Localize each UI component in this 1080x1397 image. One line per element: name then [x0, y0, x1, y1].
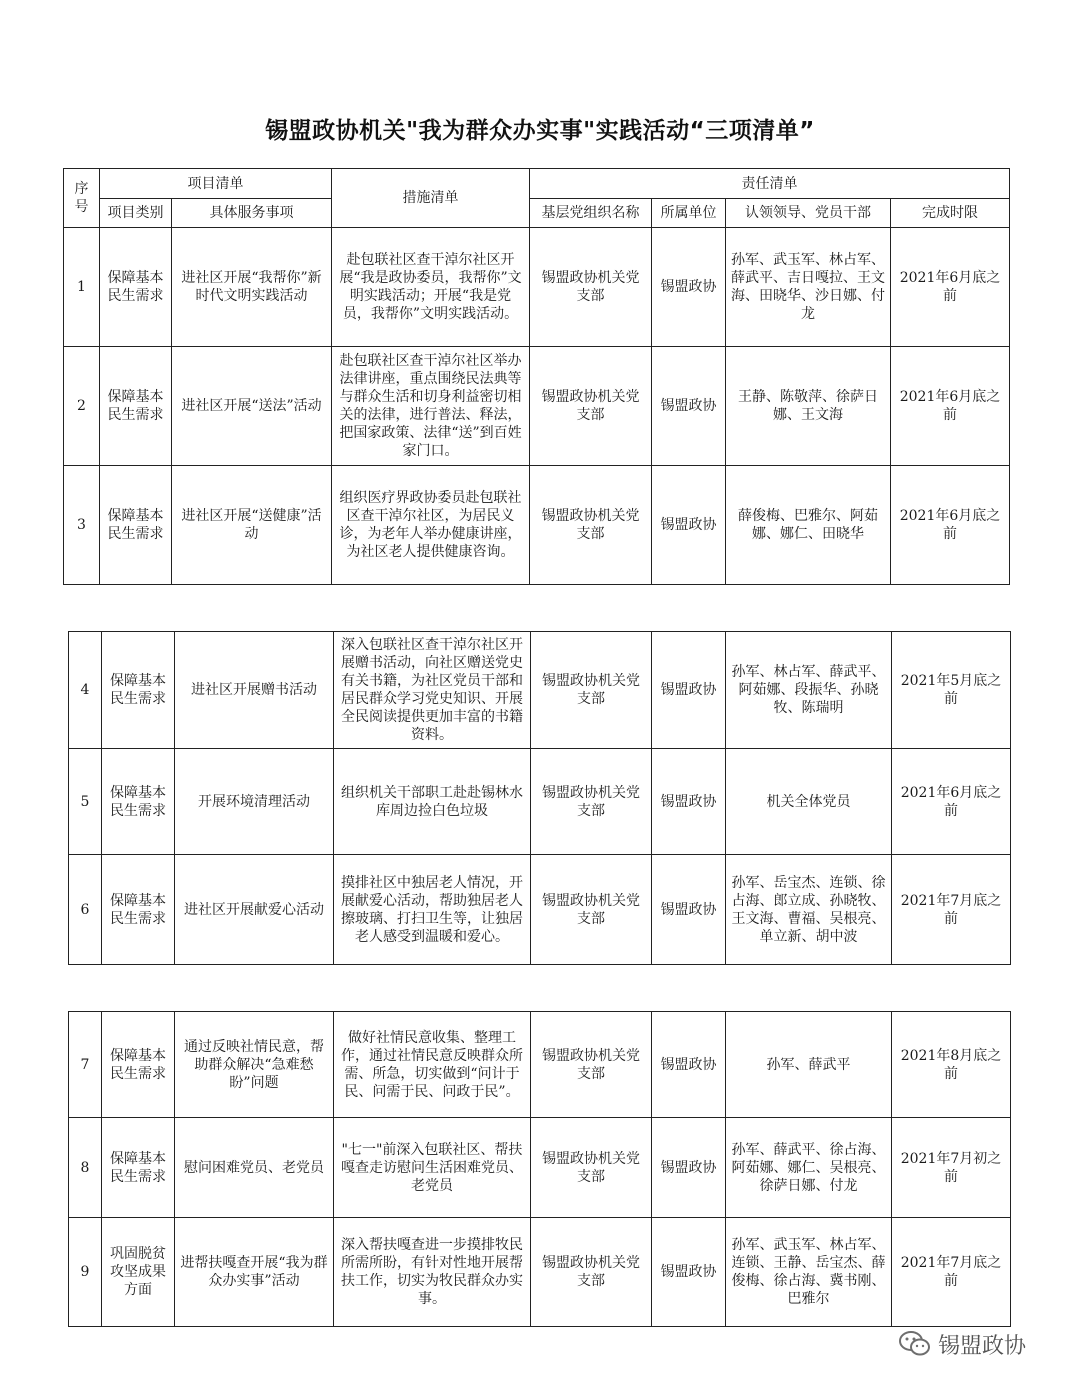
row-deadline: 2021年6月底之前 — [891, 228, 1010, 347]
header-service: 具体服务事项 — [172, 199, 332, 228]
row-party-org: 锡盟政协机关党支部 — [531, 855, 652, 965]
row-deadline: 2021年6月底之前 — [892, 749, 1011, 855]
row-measures: 深入帮扶嘎查进一步摸排牧民所需所盼，有针对性地开展帮扶工作，切实为牧民群众办实事。 — [334, 1218, 531, 1327]
row-party-org: 锡盟政协机关党支部 — [531, 749, 652, 855]
row-seq: 3 — [64, 466, 100, 585]
row-leaders: 王静、陈敬萍、徐萨日娜、王文海 — [726, 347, 891, 466]
table-row — [69, 749, 1011, 855]
header-project-list: 项目清单 — [100, 169, 332, 199]
row-measures: "七一"前深入包联社区、帮扶嘎查走访慰问生活困难党员、老党员 — [334, 1118, 531, 1218]
row-deadline: 2021年5月底之前 — [892, 632, 1011, 749]
row-deadline: 2021年7月底之前 — [892, 1218, 1011, 1327]
row-party-org: 锡盟政协机关党支部 — [530, 466, 652, 585]
row-unit: 锡盟政协 — [652, 632, 726, 749]
row-measures: 深入包联社区查干淖尔社区开展赠书活动，向社区赠送党史有关书籍，为社区党员干部和居民群众学习党史知识、开展全民阅读提供更加丰富的书籍资料。 — [334, 632, 531, 749]
row-service: 开展环境清理活动 — [175, 749, 334, 855]
row-category: 保障基本民生需求 — [100, 347, 172, 466]
row-party-org: 锡盟政协机关党支部 — [531, 632, 652, 749]
row-measures: 赴包联社区查干淖尔社区举办法律讲座，重点围绕民法典等与群众生活和切身利益密切相关的法律，进行普法、释法，把国家政策、法律“送”到百姓家门口。 — [332, 347, 530, 466]
row-seq: 2 — [64, 347, 100, 466]
row-unit: 锡盟政协 — [652, 1118, 726, 1218]
table-row — [69, 1012, 1011, 1118]
table-row — [64, 228, 1010, 347]
row-service: 通过反映社情民意，帮助群众解决“急难愁盼”问题 — [175, 1012, 334, 1118]
checklist-table-part-1 — [63, 168, 1010, 585]
row-seq: 7 — [69, 1012, 102, 1118]
row-leaders: 孙军、薛武平、徐占海、阿茹娜、娜仁、吴根亮、徐萨日娜、付龙 — [726, 1118, 892, 1218]
row-deadline: 2021年6月底之前 — [891, 347, 1010, 466]
row-service: 进帮扶嘎查开展“我为群众办实事”活动 — [175, 1218, 334, 1327]
table-row — [69, 855, 1011, 965]
row-seq: 1 — [64, 228, 100, 347]
row-deadline: 2021年7月初之前 — [892, 1118, 1011, 1218]
row-unit: 锡盟政协 — [652, 347, 726, 466]
row-service: 慰问困难党员、老党员 — [175, 1118, 334, 1218]
wechat-icon — [898, 1329, 932, 1359]
table-row — [69, 632, 1011, 749]
row-seq: 9 — [69, 1218, 102, 1327]
checklist-table-part-2 — [68, 631, 1011, 965]
header-measures: 措施清单 — [332, 169, 530, 228]
row-leaders: 机关全体党员 — [726, 749, 892, 855]
row-category: 保障基本民生需求 — [102, 1012, 175, 1118]
row-category: 巩固脱贫攻坚成果方面 — [102, 1218, 175, 1327]
row-seq: 8 — [69, 1118, 102, 1218]
row-leaders: 孙军、薛武平 — [726, 1012, 892, 1118]
table-row — [64, 466, 1010, 585]
row-category: 保障基本民生需求 — [102, 1118, 175, 1218]
row-service: 进社区开展“送健康”活动 — [172, 466, 332, 585]
row-category: 保障基本民生需求 — [102, 855, 175, 965]
header-party-org: 基层党组织名称 — [530, 199, 652, 228]
header-leaders: 认领领导、党员干部 — [726, 199, 891, 228]
header-seq: 序号 — [64, 169, 100, 228]
row-service: 进社区开展“我帮你”新时代文明实践活动 — [172, 228, 332, 347]
row-category: 保障基本民生需求 — [100, 466, 172, 585]
row-measures: 摸排社区中独居老人情况，开展献爱心活动，帮助独居老人擦玻璃、打扫卫生等，让独居老人感受到温暖和爱心。 — [334, 855, 531, 965]
row-category: 保障基本民生需求 — [102, 632, 175, 749]
header-category: 项目类别 — [100, 199, 172, 228]
row-service: 进社区开展献爱心活动 — [175, 855, 334, 965]
row-leaders: 孙军、岳宝杰、连锁、徐占海、郎立成、孙晓牧、王文海、曹福、吴根亮、单立新、胡中波 — [726, 855, 892, 965]
row-seq: 4 — [69, 632, 102, 749]
row-unit: 锡盟政协 — [652, 228, 726, 347]
row-category: 保障基本民生需求 — [100, 228, 172, 347]
row-deadline: 2021年6月底之前 — [891, 466, 1010, 585]
row-measures: 组织医疗界政协委员赴包联社区查干淖尔社区，为居民义诊，为老年人举办健康讲座，为社区老人提供健康咨询。 — [332, 466, 530, 585]
watermark-text: 锡盟政协 — [938, 1333, 1027, 1359]
row-unit: 锡盟政协 — [652, 855, 726, 965]
row-unit: 锡盟政协 — [652, 1012, 726, 1118]
row-service: 进社区开展“送法”活动 — [172, 347, 332, 466]
row-measures: 组织机关干部职工赴赴锡林水库周边捡白色垃圾 — [334, 749, 531, 855]
row-seq: 5 — [69, 749, 102, 855]
table-row — [69, 1118, 1011, 1218]
row-party-org: 锡盟政协机关党支部 — [531, 1118, 652, 1218]
row-party-org: 锡盟政协机关党支部 — [530, 347, 652, 466]
row-seq: 6 — [69, 855, 102, 965]
header-unit: 所属单位 — [652, 199, 726, 228]
document-title: 锡盟政协机关"我为群众办实事"实践活动“三项清单” — [265, 118, 815, 144]
table-row — [64, 347, 1010, 466]
table-row — [69, 1218, 1011, 1327]
row-service: 进社区开展赠书活动 — [175, 632, 334, 749]
row-leaders: 孙军、武玉军、林占军、连锁、王静、岳宝杰、薛俊梅、徐占海、冀书刚、巴雅尔 — [726, 1218, 892, 1327]
row-measures: 做好社情民意收集、整理工作，通过社情民意反映群众所需、所急，切实做到“问计于民、问需于民、问政于民”。 — [334, 1012, 531, 1118]
row-leaders: 孙军、武玉军、林占军、薛武平、吉日嘎拉、王文海、田晓华、沙日娜、付龙 — [726, 228, 891, 347]
row-party-org: 锡盟政协机关党支部 — [531, 1218, 652, 1327]
watermark — [898, 1326, 1026, 1362]
header-deadline: 完成时限 — [891, 199, 1010, 228]
row-party-org: 锡盟政协机关党支部 — [530, 228, 652, 347]
row-deadline: 2021年7月底之前 — [892, 855, 1011, 965]
row-deadline: 2021年8月底之前 — [892, 1012, 1011, 1118]
row-unit: 锡盟政协 — [652, 466, 726, 585]
checklist-table-part-3 — [68, 1011, 1011, 1327]
row-category: 保障基本民生需求 — [102, 749, 175, 855]
row-leaders: 孙军、林占军、薛武平、阿茹娜、段振华、孙晓牧、陈瑞明 — [726, 632, 892, 749]
row-leaders: 薛俊梅、巴雅尔、阿茹娜、娜仁、田晓华 — [726, 466, 891, 585]
row-measures: 赴包联社区查干淖尔社区开展“我是政协委员，我帮你”文明实践活动；开展“我是党员，我帮你”文明实践活动。 — [332, 228, 530, 347]
header-responsibility: 责任清单 — [530, 169, 1010, 199]
row-unit: 锡盟政协 — [652, 1218, 726, 1327]
row-unit: 锡盟政协 — [652, 749, 726, 855]
row-party-org: 锡盟政协机关党支部 — [531, 1012, 652, 1118]
